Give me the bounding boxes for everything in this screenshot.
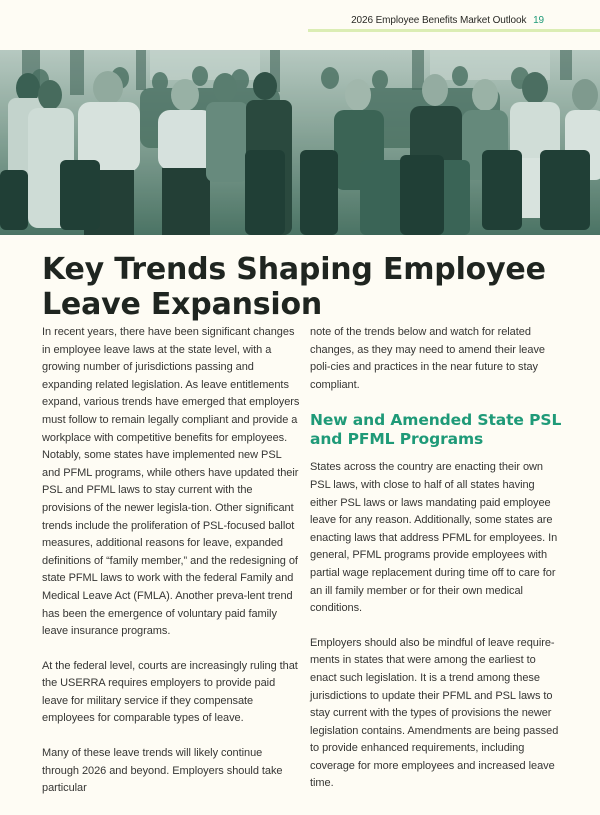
page-title-line-1: Key Trends Shaping Employee bbox=[42, 252, 546, 287]
section-heading: New and Amended State PSL and PFML Programs bbox=[310, 411, 562, 449]
body-paragraph-continuation: note of the trends below and watch for related changes, as they may need to amend their leave poli-cies and practices in the near future to stay compliant. bbox=[310, 326, 545, 391]
body-paragraph: In recent years, there have been significant changes in employee leave laws at the state level, with a growing number of jurisdictions passing and expanding related legislation. As leave entitlements expand, various trends have emerged that employers must follow to remain legally compliant and provide a workplace with competitive benefits for employees. Notably, some states have implemented new PSL and PFML programs, while others have updated their PSL and PFML laws to stay current with the provisions of the newer legisla-tion. Other significant trends include the proliferation of PSL-focused ballot measures, additional reasons for leave, expanded definitions of “family member,” and the redesigning of state PFML laws to work with the federal Family and Medical Leave Act (FMLA). Another preva-lent trend has been the emergence of voluntary paid family leave insurance programs. bbox=[42, 326, 300, 638]
page-title-line-2: Leave Expansion bbox=[42, 287, 323, 322]
body-paragraph: Many of these leave trends will likely continue through 2026 and beyond. Employers should take particular bbox=[42, 747, 283, 795]
running-header bbox=[351, 15, 544, 26]
crowd-photo-illustration bbox=[0, 50, 600, 235]
body-paragraph: At the federal level, courts are increasingly ruling that the USERRA requires employers to provide paid leave for military service if they compensate employees for comparable types of leave. bbox=[42, 659, 298, 725]
page-title bbox=[42, 252, 562, 322]
body-paragraph: States across the country are enacting their own PSL laws, with close to half of all states having either PSL laws or laws mandating paid employee leave for any reason. Additionally, some states are enacting laws that address PFML for employees. In general, PFML programs provide employees with partial wage replacement during time off to care for an ill family member or for their own medical conditions. bbox=[310, 461, 558, 615]
right-column bbox=[310, 324, 562, 810]
publication-title: 2026 Employee Benefits Market Outlook bbox=[351, 15, 527, 26]
hero-photo bbox=[0, 50, 600, 235]
left-column bbox=[42, 324, 300, 815]
page-number: 19 bbox=[533, 15, 544, 26]
body-paragraph: Employers should also be mindful of leave require-ments in states that were among the earliest to enact such legislation. It is a trend among these jurisdictions to update their PFML and PSL laws to stay current with the types of provisions the newer legislation contains. Amendments are being passed to provide enhanced requirements, including coverage for more employees and increased leave time. bbox=[310, 636, 559, 790]
header-rule bbox=[308, 29, 600, 32]
